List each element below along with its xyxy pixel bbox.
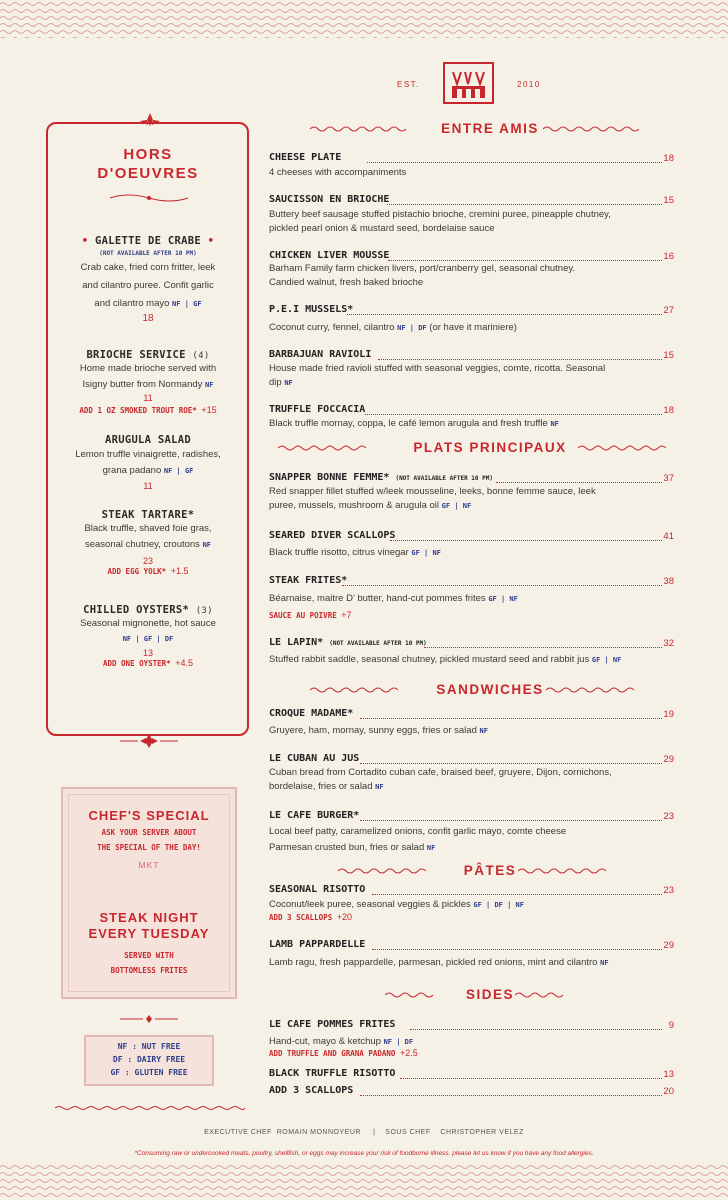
dish-price: 20 <box>663 1086 674 1097</box>
special-price: MKT <box>138 860 160 870</box>
addon: ADD 3 SCALLOPS +20 <box>269 912 353 922</box>
bullet-icon: • <box>81 235 96 247</box>
dish-price: 41 <box>663 531 674 542</box>
left-wave-divider <box>55 1104 245 1112</box>
diet-tags: NF | GF <box>172 300 202 308</box>
legend-df: DF : DAIRY FREE <box>112 1055 186 1064</box>
dish-price: 13 <box>663 1069 674 1080</box>
dish-price: 15 <box>663 350 674 361</box>
dish-name: LAMB PAPPARDELLE <box>269 939 366 950</box>
dish-desc-1: Black truffle, shaved foie gras, <box>84 523 212 534</box>
dish-arugula-salad <box>48 434 248 491</box>
dish-count: (4) <box>192 351 210 361</box>
dish-price: 11 <box>143 481 153 491</box>
dish-name: LE LAPIN* (NOT AVAILABLE AFTER 10 PM) <box>269 637 427 648</box>
dish-name: SEASONAL RISOTTO <box>269 884 366 895</box>
dish-name: LE CAFE POMMES FRITES <box>269 1019 396 1030</box>
addon-label: ADD 1 OZ SMOKED TROUT ROE* <box>79 406 197 415</box>
section-pates: PÂTES <box>463 863 517 878</box>
section-entre-amis: ENTRE AMIS <box>441 121 539 136</box>
dish-price: 23 <box>663 811 674 822</box>
dish-desc: 4 cheeses with accompaniments <box>269 167 407 178</box>
dish-price: 29 <box>663 940 674 951</box>
dish-name: P.E.I MUSSELS* <box>269 304 354 315</box>
addon-price: +4.5 <box>175 658 194 668</box>
dish-name: CHILLED OYSTERS* <box>83 604 190 616</box>
section-wave-right <box>518 866 606 876</box>
top-wave-border <box>0 0 728 40</box>
diet-tags: NF | GF <box>163 467 194 475</box>
dish-name: STEAK FRITES* <box>269 575 348 586</box>
legend-nf: NF : NUT FREE <box>117 1042 181 1051</box>
special-sub-2: THE SPECIAL OF THE DAY! <box>97 843 201 852</box>
steak-night-line1: STEAK NIGHT <box>99 910 199 925</box>
legend-gf: GF : GLUTEN FREE <box>110 1068 188 1077</box>
dish-desc: Buttery beef sausage stuffed pistachio brioche, cremini puree, pineapple chutney, pickled pearl onion & mustard seed, bordelaise sauce <box>269 209 611 234</box>
dish-desc-2: Isigny butter from Normandy <box>82 379 203 390</box>
addon: ADD TRUFFLE AND GRANA PADANO +2.5 <box>269 1048 418 1058</box>
bottom-wave-border <box>0 1163 728 1200</box>
section-wave-right <box>578 443 666 453</box>
dish-name: CHICKEN LIVER MOUSSE <box>269 250 390 261</box>
dish-desc: Gruyere, ham, mornay, sunny eggs, fries or salad NF <box>269 725 488 736</box>
bullet-icon: • <box>200 235 215 247</box>
dish-desc-2: seasonal chutney, croutons <box>84 539 200 550</box>
dish-desc: Béarnaise, maitre D’ butter, hand-cut pommes frites GF | NF <box>269 593 518 604</box>
addon-label: ADD EGG YOLK* <box>107 567 167 576</box>
dish-price: 15 <box>663 195 674 206</box>
dish-price: 27 <box>663 305 674 316</box>
dish-price: 18 <box>142 313 154 324</box>
dish-count: (3) <box>195 606 213 616</box>
dish-galette-de-crabe <box>48 235 248 324</box>
section-wave-right <box>543 124 639 134</box>
dish-price: 29 <box>663 754 674 765</box>
addon: SAUCE AU POIVRE +7 <box>269 610 352 620</box>
dish-desc-1: Seasonal mignonette, hot sauce <box>80 618 216 629</box>
dish-chilled-oysters <box>48 604 248 668</box>
dish-name: CROQUE MADAME* <box>269 708 354 719</box>
steak-night-line2: EVERY TUESDAY <box>88 926 210 941</box>
dish-name: BARBAJUAN RAVIOLI <box>269 349 372 360</box>
dish-desc: Coconut/leek puree, seasonal veggies & pickles GF | DF | NF <box>269 899 524 910</box>
dish-price: 18 <box>663 153 674 164</box>
dish-desc-1: Home made brioche served with <box>79 363 217 374</box>
dish-name: TRUFFLE FOCCACIA <box>269 404 366 415</box>
divider-ornament-icon <box>118 1013 180 1025</box>
diet-tags: NF <box>202 541 212 549</box>
steak-sub-2: BOTTOMLESS FRITES <box>110 966 188 975</box>
dish-name: SNAPPER BONNE FEMME* (NOT AVAILABLE AFTER 10 PM) <box>269 472 493 483</box>
dish-desc: Hand-cut, mayo & ketchup NF | DF <box>269 1036 414 1047</box>
dish-steak-tartare <box>48 509 248 576</box>
dish-price: 19 <box>663 709 674 720</box>
dish-desc: Lamb ragu, fresh pappardelle, parmesan, pickled red onions, mint and cilantro NF <box>269 957 609 968</box>
diet-tags: NF <box>205 381 214 389</box>
dish-name: SAUCISSON EN BRIOCHE <box>269 194 390 205</box>
dish-desc: Black truffle mornay, coppa, le café lemon arugula and fresh truffle NF <box>269 418 559 429</box>
section-sides: SIDES <box>465 987 514 1002</box>
dish-brioche-service <box>48 349 248 415</box>
dish-name: ARUGULA SALAD <box>104 434 192 446</box>
dish-name: STEAK TARTARE* <box>101 509 195 521</box>
dish-name: LE CAFE BURGER* <box>269 810 360 821</box>
addon-price: +1.5 <box>170 566 189 576</box>
dish-desc: Barham Family farm chicken livers, port/cranberry gel, seasonal chutney. Candied walnut, fresh baked brioche <box>269 263 576 288</box>
chef-credits: EXECUTIVE CHEF ROMAIN MONNOYEUR | SOUS CHEF CHRISTOPHER VELEZ <box>204 1129 524 1136</box>
dish-price: 38 <box>663 576 674 587</box>
dish-price: 18 <box>663 405 674 416</box>
dish-name: SEARED DIVER SCALLOPS <box>269 530 396 541</box>
section-plats-principaux: PLATS PRINCIPAUX <box>413 440 567 455</box>
dish-name: CHEESE PLATE <box>269 152 342 163</box>
dish-name: LE CUBAN AU JUS <box>269 753 360 764</box>
dish-price: 37 <box>663 473 674 484</box>
dish-name: GALETTE DE CRABE <box>95 235 201 247</box>
hors-title-line1: HORS <box>123 146 173 163</box>
availability-note: (NOT AVAILABLE AFTER 10 PM) <box>99 250 197 257</box>
est-label: EST. <box>397 80 420 89</box>
dish-desc: Black truffle risotto, citrus vinegar GF | NF <box>269 547 441 558</box>
logo <box>443 62 494 104</box>
dish-desc: Local beef patty, caramelized onions, confit garlic mayo, comte cheese Parmesan crusted bun, fries or salad NF <box>269 826 567 853</box>
chefs-special-title: CHEF'S SPECIAL <box>88 808 210 823</box>
dish-desc: Red snapper fillet stuffed w/leek mousseline, leeks, bonne femme sauce, leek puree, mussels, mushroom & arugula oil GF | NF <box>269 486 596 511</box>
dish-desc: Coconut curry, fennel, cilantro NF | DF (or have it mariniere) <box>269 322 517 333</box>
section-wave-right <box>546 685 634 695</box>
scroll-flourish-icon <box>108 190 190 206</box>
dish-desc: House made fried ravioli stuffed with seasonal veggies, comte, ricotta. Seasonal dip NF <box>269 363 606 388</box>
section-wave-right <box>515 990 565 1000</box>
dish-price: 23 <box>142 556 153 566</box>
allergy-disclaimer: *Consuming raw or undercooked meats, poultry, shellfish, or eggs may increase your risk of foodborne illness. please let us know if you have any food allergies. <box>134 1150 594 1157</box>
dish-desc-1: Crab cake, fried corn fritter, leek <box>80 262 216 273</box>
dish-name: ADD 3 SCALLOPS <box>269 1085 354 1096</box>
dish-desc: Stuffed rabbit saddle, seasonal chutney, pickled mustard seed and rabbit jus GF | NF <box>269 654 622 665</box>
dish-price: 23 <box>663 885 674 896</box>
hors-title-line2: D'OEUVRES <box>97 165 199 182</box>
dish-desc: Cuban bread from Cortadito cuban cafe, braised beef, gruyere, Dijon, cornichons, bordelaise, fries or salad NF <box>269 767 612 792</box>
year-label: 2010 <box>517 80 541 89</box>
addon-price: +15 <box>201 405 217 415</box>
dish-name: BLACK TRUFFLE RISOTTO <box>269 1068 396 1079</box>
dish-price: 13 <box>142 648 153 658</box>
dish-price: 11 <box>143 393 153 403</box>
dish-price: 9 <box>668 1020 674 1031</box>
dish-desc-2: grana padano <box>102 465 162 476</box>
addon-label: ADD ONE OYSTER* <box>102 659 171 668</box>
diet-tags: NF | GF | DF <box>122 635 174 643</box>
dish-price: 16 <box>663 251 674 262</box>
steak-sub-1: SERVED WITH <box>124 951 174 960</box>
section-sandwiches: SANDWICHES <box>436 682 544 697</box>
dish-price: 32 <box>663 638 674 649</box>
dish-desc-3: and cilantro mayo <box>94 298 170 309</box>
dish-name: BRIOCHE SERVICE <box>86 349 186 361</box>
dish-desc-2: and cilantro puree. Confit garlic <box>82 280 214 291</box>
special-sub-1: ASK YOUR SERVER ABOUT <box>101 828 197 837</box>
dish-desc-1: Lemon truffle vinaigrette, radishes, <box>75 449 221 460</box>
logo-mark-icon <box>445 64 492 102</box>
bottom-fleur-ornament-icon <box>118 732 180 750</box>
